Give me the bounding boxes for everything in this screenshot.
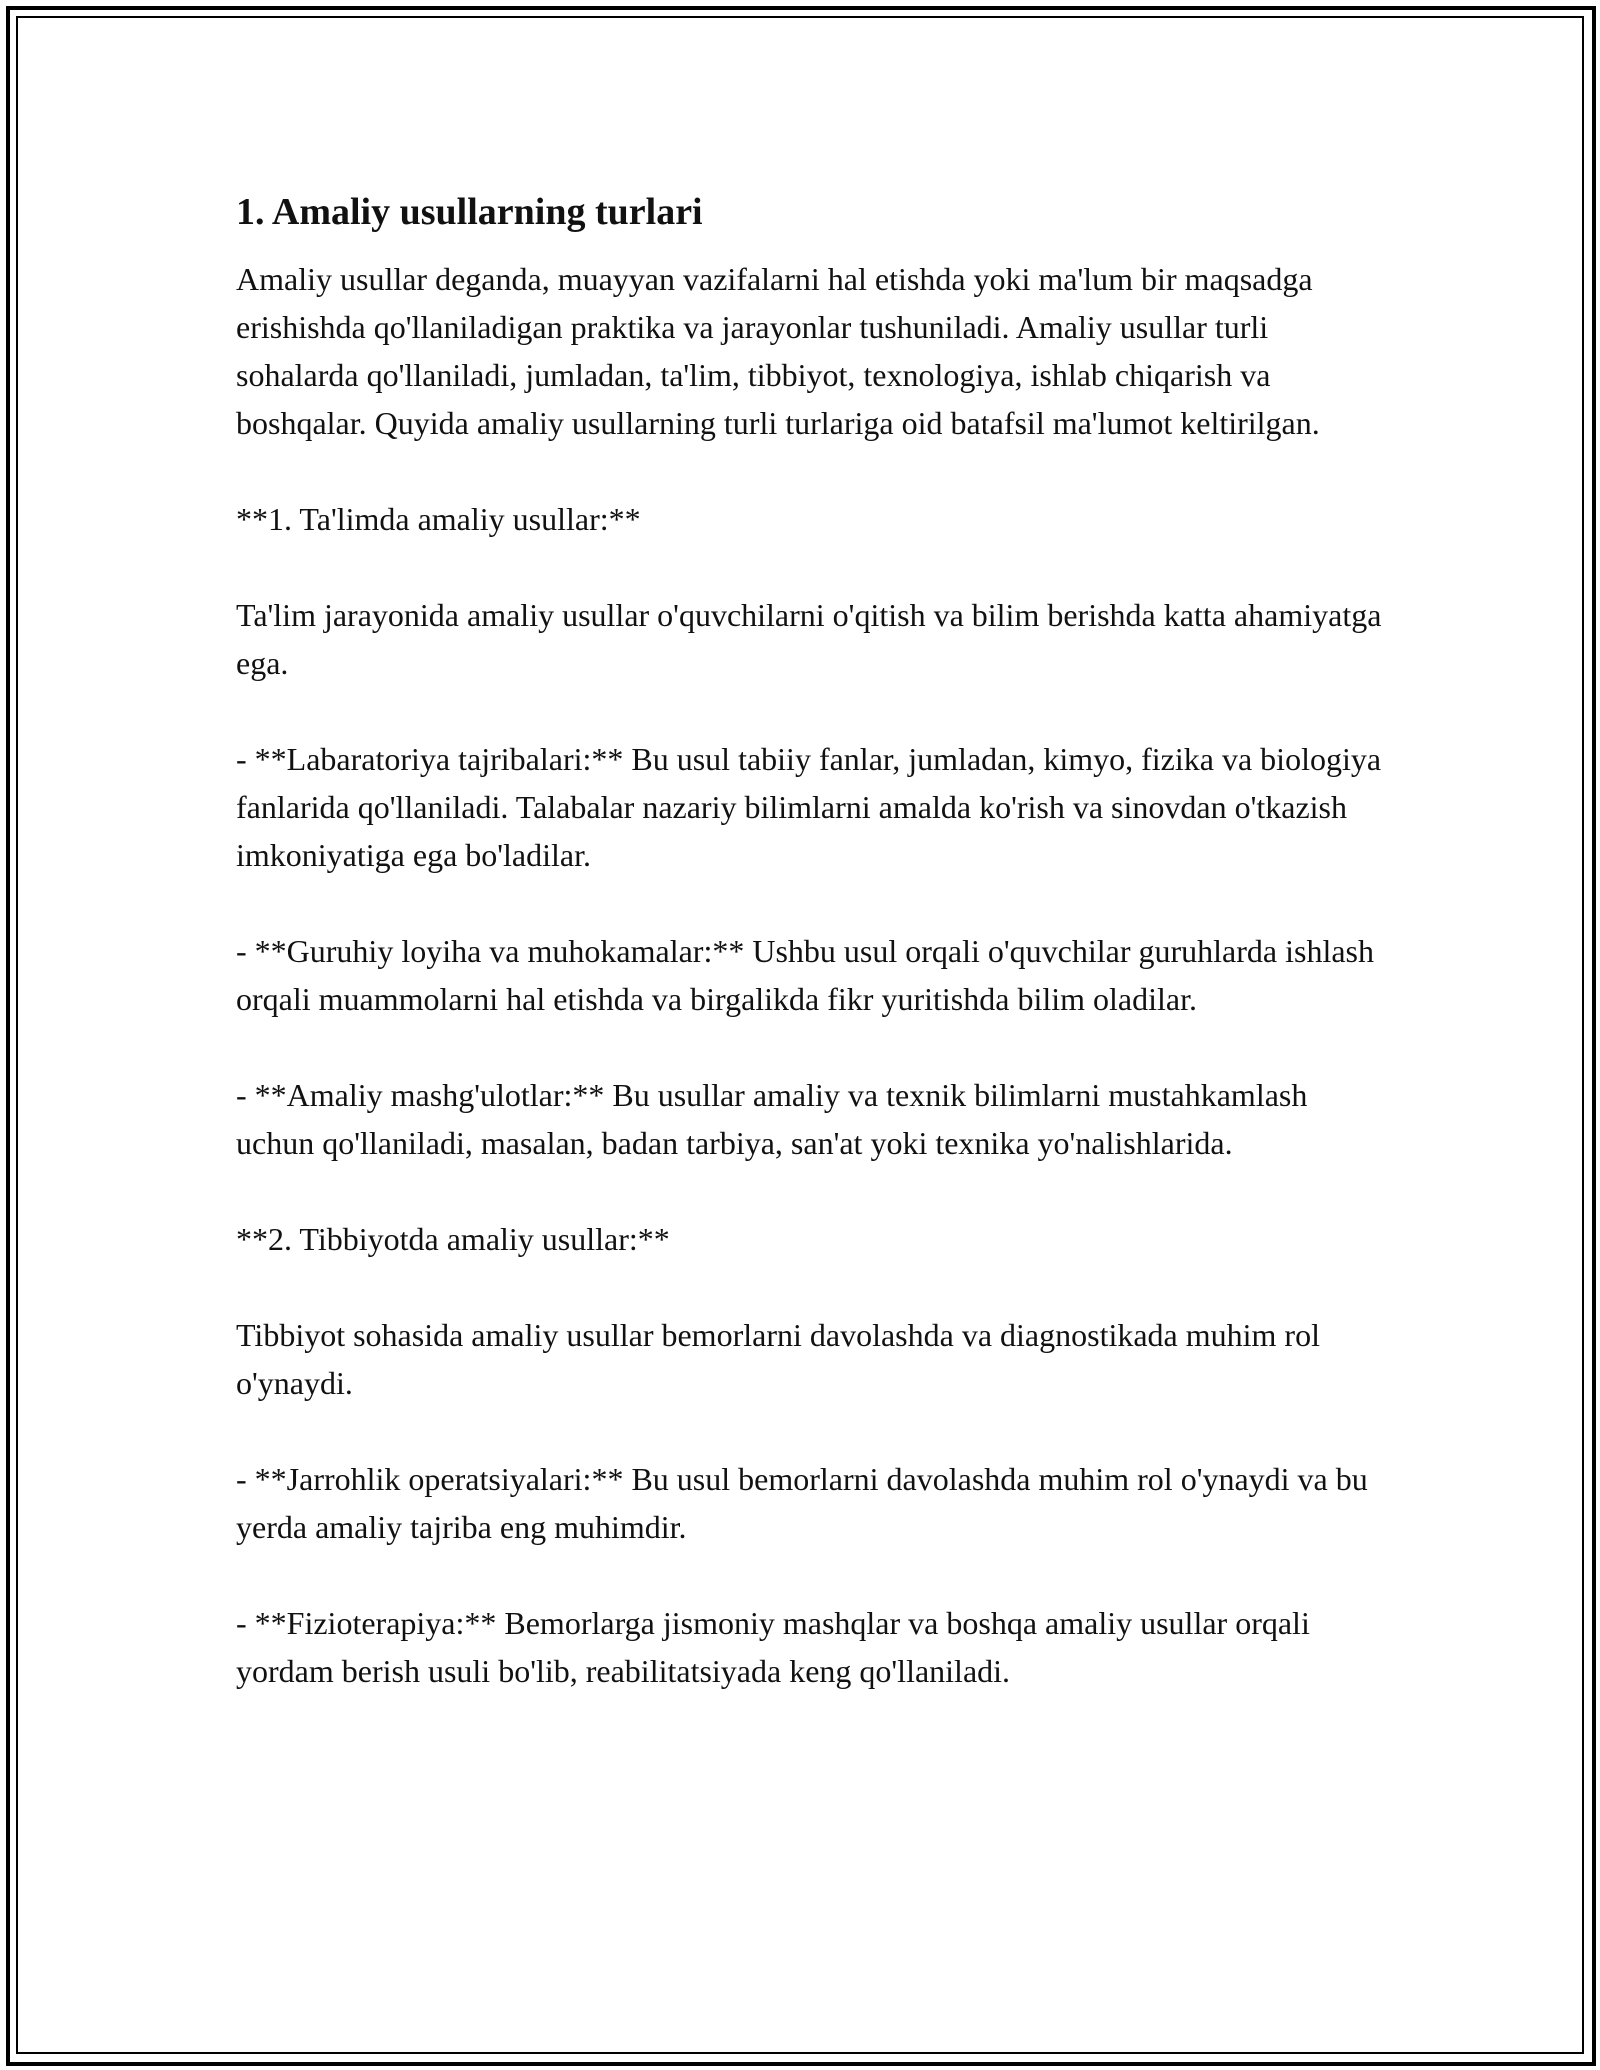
- intro-paragraph: Amaliy usullar deganda, muayyan vazifalarni hal etishda yoki ma'lum bir maqsadga erishishda qo'llaniladigan praktika va jarayonlar tushuniladi. Amaliy usullar turli sohalarda qo'llaniladi, jumladan, ta'lim, tibbiyot, texnologiya, ishlab chiqarish va boshqalar. Quyida amaliy usullarning turli turlariga oid batafsil ma'lumot keltirilgan.: [236, 261, 1320, 441]
- list-item-laboratory: - **Labaratoriya tajribalari:** Bu usul tabiiy fanlar, jumladan, kimyo, fizika va biologiya fanlarida qo'llaniladi. Talabalar nazariy bilimlarni amalda ko'rish va sinovdan o'tkazish imkoniyatiga ega bo'ladilar.: [236, 741, 1382, 873]
- list-item-practical-exercises: - **Amaliy mashg'ulotlar:** Bu usullar amaliy va texnik bilimlarni mustahkamlash uchun qo'llaniladi, masalan, badan tarbiya, san'at yoki texnika yo'nalishlarida.: [236, 1077, 1308, 1161]
- section-heading-education: **1. Ta'limda amaliy usullar:**: [236, 501, 641, 537]
- education-intro-paragraph: Ta'lim jarayonida amaliy usullar o'quvchilarni o'qitish va bilim berishda katta ahamiyatga ega.: [236, 597, 1382, 681]
- list-item-physiotherapy: - **Fizioterapiya:** Bemorlarga jismoniy mashqlar va boshqa amaliy usullar orqali yordam berish usuli bo'lib, reabilitatsiyada keng qo'llaniladi.: [236, 1605, 1310, 1689]
- page-title: 1. Amaliy usullarning turlari: [236, 191, 703, 233]
- document-body: [236, 185, 1386, 1743]
- section-heading-medicine: **2. Tibbiyotda amaliy usullar:**: [236, 1221, 670, 1257]
- list-item-surgery: - **Jarrohlik operatsiyalari:** Bu usul bemorlarni davolashda muhim rol o'ynaydi va bu yerda amaliy tajriba eng muhimdir.: [236, 1461, 1368, 1545]
- list-item-group-projects: - **Guruhiy loyiha va muhokamalar:** Ushbu usul orqali o'quvchilar guruhlarda ishlash orqali muammolarni hal etishda va birgalikda fikr yuritishda bilim oladilar.: [236, 933, 1374, 1017]
- medicine-intro-paragraph: Tibbiyot sohasida amaliy usullar bemorlarni davolashda va diagnostikada muhim rol o'ynaydi.: [236, 1317, 1320, 1401]
